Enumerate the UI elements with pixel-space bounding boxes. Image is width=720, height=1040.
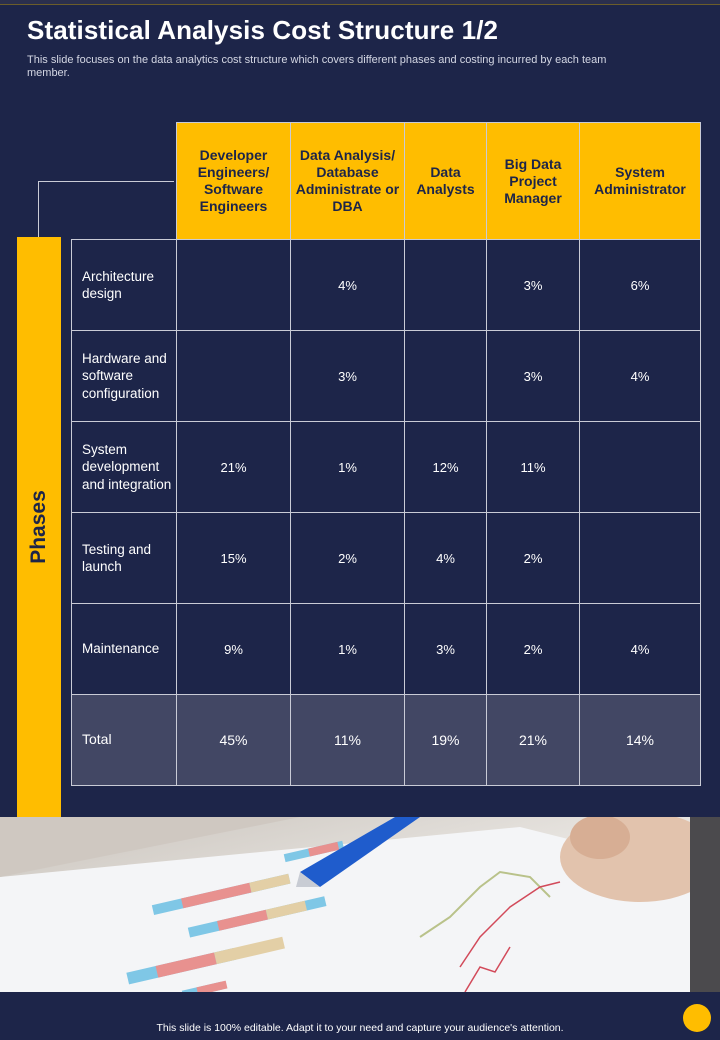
- table-cell: 21%: [177, 422, 291, 513]
- phase-name: Architecture design: [72, 240, 177, 331]
- table-cell: 11%: [487, 422, 580, 513]
- analytics-photo-icon: [0, 817, 720, 992]
- table-cell: [580, 422, 701, 513]
- table-cell: 1%: [291, 422, 405, 513]
- total-label: Total: [72, 695, 177, 786]
- table-cell: 4%: [291, 240, 405, 331]
- table-cell: [177, 331, 291, 422]
- table-cell: 2%: [487, 604, 580, 695]
- phase-name: Maintenance: [72, 604, 177, 695]
- phase-name: Hardware and software configuration: [72, 331, 177, 422]
- table-cell: [405, 240, 487, 331]
- column-header: Big Data Project Manager: [487, 123, 580, 240]
- column-header: Data Analysts: [405, 123, 487, 240]
- table-cell: 2%: [487, 513, 580, 604]
- total-cell: 45%: [177, 695, 291, 786]
- total-cell: 11%: [291, 695, 405, 786]
- table-header-row: [72, 123, 701, 240]
- table-cell: 3%: [487, 331, 580, 422]
- top-divider: [0, 0, 720, 5]
- phase-name: System development and integration: [72, 422, 177, 513]
- table-row: [72, 331, 701, 422]
- table-row: [72, 513, 701, 604]
- table-cell: 4%: [580, 331, 701, 422]
- table-cell: [177, 240, 291, 331]
- table-cell: 4%: [580, 604, 701, 695]
- table-cell: 2%: [291, 513, 405, 604]
- table-row: [72, 604, 701, 695]
- column-header: System Administrator: [580, 123, 701, 240]
- accent-dot: [683, 1004, 711, 1032]
- table-cell: 6%: [580, 240, 701, 331]
- cost-table: [71, 122, 701, 786]
- page-title: Statistical Analysis Cost Structure 1/2: [27, 15, 499, 45]
- table-cell: 1%: [291, 604, 405, 695]
- table-cell: 3%: [405, 604, 487, 695]
- table-cell: 3%: [291, 331, 405, 422]
- total-cell: 19%: [405, 695, 487, 786]
- header-corner: [72, 123, 177, 240]
- total-cell: 14%: [580, 695, 701, 786]
- table-cell: [405, 331, 487, 422]
- table-cell: 12%: [405, 422, 487, 513]
- column-header: Data Analysis/ Database Administrate or DBA: [291, 123, 405, 240]
- total-row: [72, 695, 701, 786]
- table-cell: 3%: [487, 240, 580, 331]
- column-header: Developer Engineers/ Software Engineers: [177, 123, 291, 240]
- total-cell: 21%: [487, 695, 580, 786]
- table-cell: 9%: [177, 604, 291, 695]
- phases-label: Phases: [27, 490, 50, 564]
- table-row: [72, 240, 701, 331]
- table-cell: 15%: [177, 513, 291, 604]
- footer-note: This slide is 100% editable. Adapt it to your need and capture your audience's attention.: [156, 1022, 564, 1034]
- table-cell: [580, 513, 701, 604]
- table-cell: 4%: [405, 513, 487, 604]
- phase-name: Testing and launch: [72, 513, 177, 604]
- page-subtitle: This slide focuses on the data analytics cost structure which covers different phases and costing incurred by each team member.: [27, 54, 607, 79]
- table-row: [72, 422, 701, 513]
